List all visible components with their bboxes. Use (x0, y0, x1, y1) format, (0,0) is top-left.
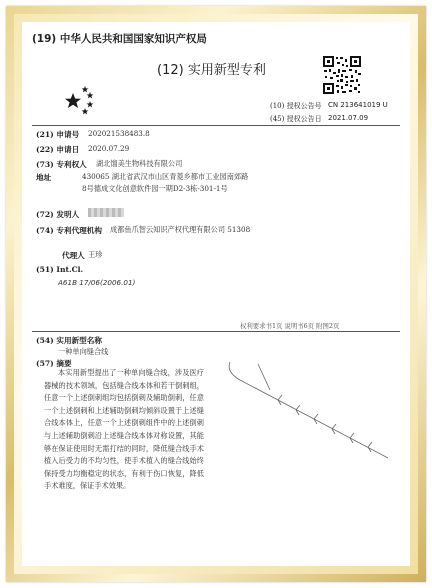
suture-drawing-barbs (278, 395, 372, 452)
utility-model-title-value: 一种单向缝合线 (58, 347, 109, 356)
patent-page (22, 22, 410, 566)
patentee-value: 湖北馏美生物科技有限公司 (96, 159, 183, 168)
suture-drawing-leader (258, 364, 270, 390)
application-date-value: 2020.07.29 (88, 144, 130, 153)
application-number-value: 202021538483.8 (88, 129, 150, 138)
header-divider (32, 125, 400, 126)
biblio-divider (32, 331, 400, 332)
agency-header: (19) 中华人民共和国国家知识产权局 (32, 33, 207, 45)
suture-drawing-needle (229, 362, 240, 380)
claims-summary: 权利要求书1页 说明书6页 附图2页 (240, 322, 340, 330)
abstract-text: 本实用新型提出了一种单向缝合线，涉及医疗器械的技术领域，包括缝合线本体和若干倒刺组，任意一个上述倒刺组均包括倒刺及辅助倒刺，任意一个上述倒刺和上述辅助倒刺均倾斜设置于上述缝合线本体上，任意一个上述倒刺组件中的上述倒刺与上述辅助倒刺沿上述缝合线本体对称设置，其能够在保证使用时无需打结的同时，降低缝合线手术植入后受力的不均匀性，使手术植入的缝合线始终保持受力均衡稳定的状态，有利于伤口恢复，降低手术难度，保证手术效果。 (44, 368, 204, 491)
document-type-title: (12) 实用新型专利 (157, 63, 266, 78)
pub-number-value: CN 213641019 U (328, 101, 388, 109)
pub-date-label: (45) 授权公告日 (270, 115, 322, 123)
national-emblem-icon (60, 80, 102, 122)
pub-number-label: (10) 授权公告号 (270, 102, 322, 110)
qr-code-icon (322, 55, 362, 95)
pub-date-value: 2021.07.09 (328, 114, 369, 122)
agent-value: 王珍 (88, 250, 103, 259)
int-cl-value: A61B 17/06(2006.01) (58, 278, 136, 287)
address-label: 地址 (36, 173, 52, 182)
application-date-label: (22) 申请日 (36, 145, 80, 154)
application-number-label: (21) 申请号 (36, 130, 80, 139)
inventor-redacted (88, 208, 124, 217)
suture-drawing (218, 340, 398, 470)
utility-model-title-label: (54) 实用新型名称 (36, 336, 102, 345)
patentee-label: (73) 专利权人 (36, 160, 87, 169)
agent-label: 代理人 (62, 251, 85, 260)
inventor-label: (72) 发明人 (36, 210, 80, 219)
patent-agency-label: (74) 专利代理机构 (36, 226, 102, 235)
patent-agency-value: 成都鱼爪智云知识产权代理有限公司 51308 (110, 225, 251, 234)
int-cl-label: (51) Int.Cl. (36, 265, 84, 274)
address-value: 430065 湖北省武汉市山区青菱乡都市工业园南郊路8号德成文化创意软件园一期D2-3栋-301-1号 (82, 172, 249, 194)
abstract-label: (57) 摘要 (36, 359, 72, 368)
